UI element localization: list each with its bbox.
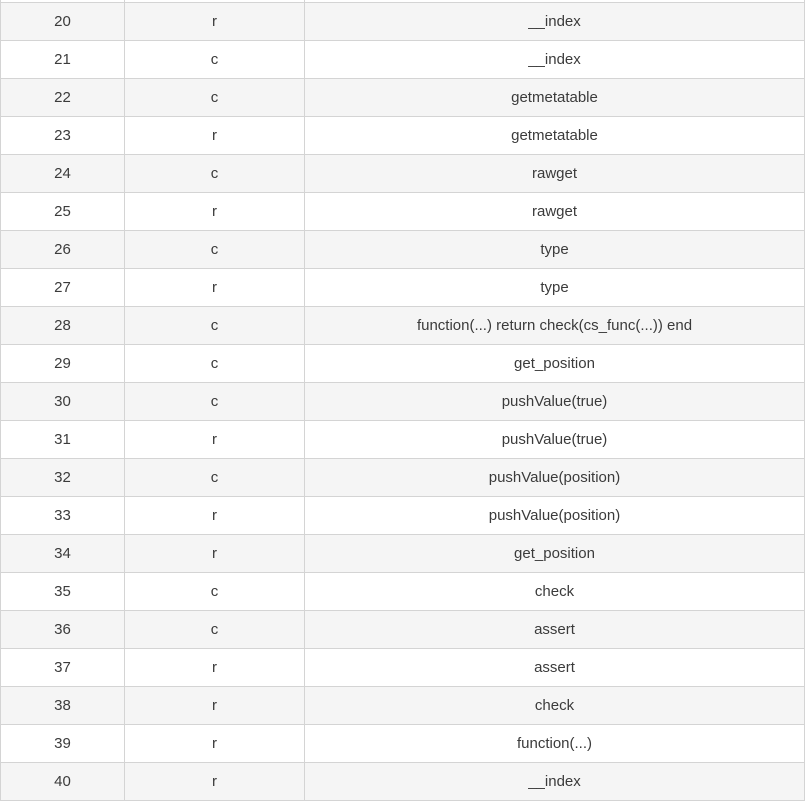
row-index-cell: 21 xyxy=(0,41,125,79)
table-row xyxy=(0,307,805,345)
row-name-cell: type xyxy=(305,231,805,269)
row-name-cell: __index xyxy=(305,3,805,41)
row-name-cell: check xyxy=(305,687,805,725)
table-row xyxy=(0,155,805,193)
table-body xyxy=(0,3,805,801)
row-name-cell: check xyxy=(305,573,805,611)
row-event-cell: r xyxy=(125,725,305,763)
row-name-cell: rawget xyxy=(305,193,805,231)
row-event-cell: r xyxy=(125,497,305,535)
table-row xyxy=(0,497,805,535)
row-name-cell: get_position xyxy=(305,345,805,383)
row-name-cell: function(...) xyxy=(305,725,805,763)
row-event-cell: r xyxy=(125,763,305,801)
row-event-cell: c xyxy=(125,79,305,117)
row-index-cell: 27 xyxy=(0,269,125,307)
row-index-cell: 35 xyxy=(0,573,125,611)
row-name-cell: rawget xyxy=(305,155,805,193)
row-name-cell: getmetatable xyxy=(305,79,805,117)
row-name-cell: pushValue(position) xyxy=(305,459,805,497)
row-event-cell: c xyxy=(125,231,305,269)
row-index-cell: 37 xyxy=(0,649,125,687)
row-index-cell: 36 xyxy=(0,611,125,649)
table-row xyxy=(0,535,805,573)
table-row xyxy=(0,231,805,269)
row-index-cell: 40 xyxy=(0,763,125,801)
table-row xyxy=(0,611,805,649)
row-index-cell: 34 xyxy=(0,535,125,573)
row-index-cell: 38 xyxy=(0,687,125,725)
row-event-cell: r xyxy=(125,269,305,307)
row-name-cell: assert xyxy=(305,649,805,687)
row-event-cell: r xyxy=(125,687,305,725)
row-index-cell: 33 xyxy=(0,497,125,535)
row-index-cell: 24 xyxy=(0,155,125,193)
row-name-cell: assert xyxy=(305,611,805,649)
row-event-cell: c xyxy=(125,573,305,611)
table-row xyxy=(0,3,805,41)
row-index-cell: 25 xyxy=(0,193,125,231)
table-row xyxy=(0,649,805,687)
row-name-cell: get_position xyxy=(305,535,805,573)
row-index-cell: 22 xyxy=(0,79,125,117)
row-event-cell: c xyxy=(125,611,305,649)
row-event-cell: r xyxy=(125,649,305,687)
table-row xyxy=(0,345,805,383)
row-index-cell: 23 xyxy=(0,117,125,155)
row-index-cell: 30 xyxy=(0,383,125,421)
table-row xyxy=(0,269,805,307)
row-name-cell: __index xyxy=(305,41,805,79)
row-index-cell: 39 xyxy=(0,725,125,763)
row-name-cell: type xyxy=(305,269,805,307)
table-row xyxy=(0,459,805,497)
row-index-cell: 29 xyxy=(0,345,125,383)
row-event-cell: c xyxy=(125,41,305,79)
row-name-cell: function(...) return check(cs_func(...)) end xyxy=(305,307,805,345)
table-row xyxy=(0,763,805,801)
row-event-cell: c xyxy=(125,345,305,383)
row-event-cell: r xyxy=(125,421,305,459)
row-index-cell: 28 xyxy=(0,307,125,345)
table-row xyxy=(0,117,805,155)
row-name-cell: getmetatable xyxy=(305,117,805,155)
row-index-cell: 26 xyxy=(0,231,125,269)
row-index-cell: 31 xyxy=(0,421,125,459)
table-row xyxy=(0,383,805,421)
row-index-cell: 32 xyxy=(0,459,125,497)
row-event-cell: c xyxy=(125,459,305,497)
row-event-cell: r xyxy=(125,3,305,41)
table-row xyxy=(0,725,805,763)
row-event-cell: r xyxy=(125,193,305,231)
row-name-cell: pushValue(true) xyxy=(305,421,805,459)
row-name-cell: __index xyxy=(305,763,805,801)
row-event-cell: c xyxy=(125,307,305,345)
row-event-cell: c xyxy=(125,383,305,421)
row-name-cell: pushValue(true) xyxy=(305,383,805,421)
table-row xyxy=(0,687,805,725)
row-name-cell: pushValue(position) xyxy=(305,497,805,535)
row-event-cell: c xyxy=(125,155,305,193)
row-index-cell: 20 xyxy=(0,3,125,41)
table-row xyxy=(0,421,805,459)
row-event-cell: r xyxy=(125,117,305,155)
row-event-cell: r xyxy=(125,535,305,573)
table-row xyxy=(0,41,805,79)
table-row xyxy=(0,193,805,231)
table-row xyxy=(0,573,805,611)
table-row xyxy=(0,79,805,117)
